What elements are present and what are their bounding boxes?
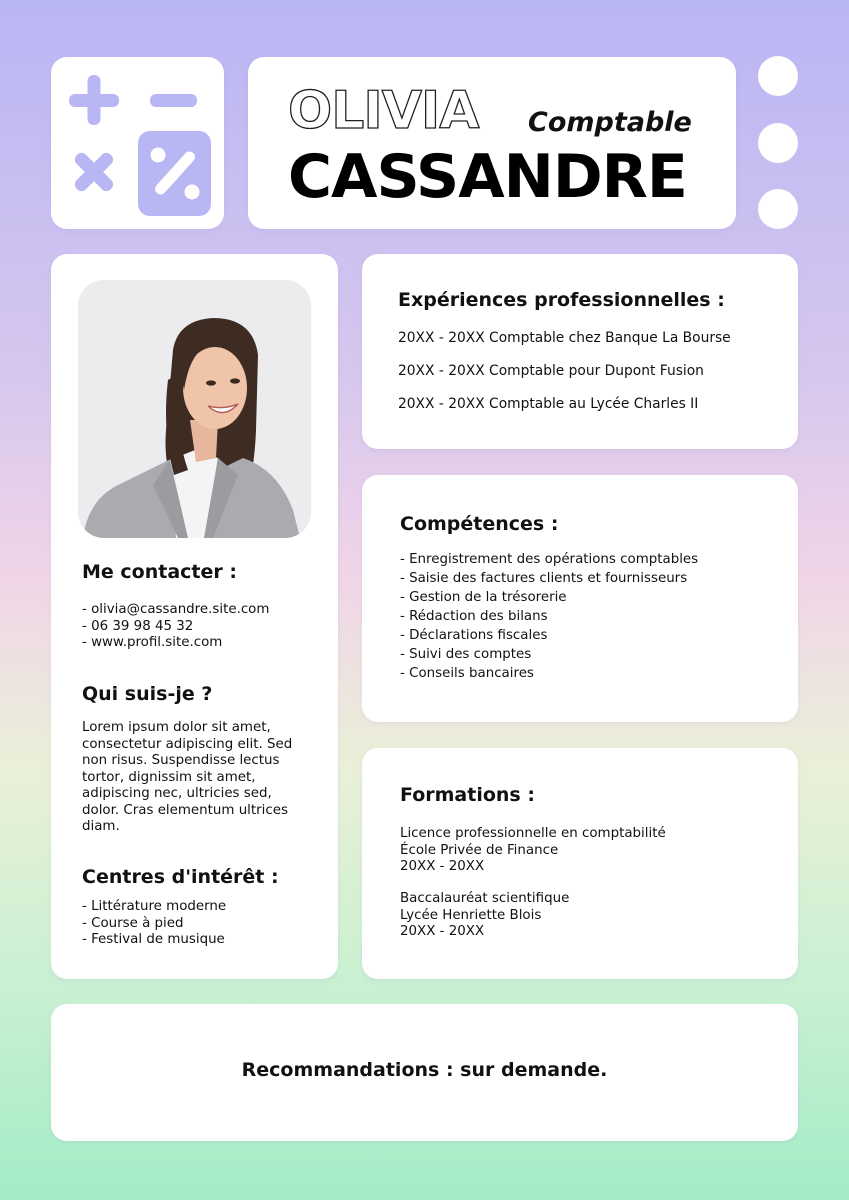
about-line: tortor, dignissim sit amet,: [82, 769, 256, 785]
education-entry: [400, 826, 666, 876]
degree-school: École Privée de Finance: [400, 842, 559, 858]
about-line: adipiscing nec, ultricies sed,: [82, 786, 272, 801]
decorative-dot: [758, 189, 798, 229]
interest-item: - Festival de musique: [82, 932, 225, 947]
decorative-dot: [758, 123, 798, 163]
contact-list: [82, 602, 269, 652]
education-entry: [400, 891, 569, 941]
experience-item: 20XX - 20XX Comptable chez Banque La Bourse: [398, 330, 731, 346]
about-line: consectetur adipiscing elit. Sed: [82, 736, 293, 752]
experience-item: 20XX - 20XX Comptable pour Dupont Fusion: [398, 363, 704, 379]
education-card: [362, 748, 798, 979]
skill-item: - Conseils bancaires: [400, 666, 534, 681]
interests-heading: Centres d'intérêt :: [82, 866, 279, 888]
about-line: Lorem ipsum dolor sit amet,: [82, 720, 271, 735]
contact-phone[interactable]: - 06 39 98 45 32: [82, 618, 194, 634]
skill-item: - Déclarations fiscales: [400, 628, 548, 643]
experience-card: [362, 254, 798, 449]
contact-website[interactable]: - www.profil.site.com: [82, 635, 223, 650]
interest-item: - Course à pied: [82, 915, 184, 931]
skills-list: [400, 550, 698, 683]
degree-title: Licence professionnelle en comptabilité: [400, 826, 666, 841]
recommendations-card: [51, 1004, 798, 1141]
about-text: [82, 720, 292, 836]
experience-heading: Expériences professionnelles :: [398, 289, 725, 311]
degree-years: 20XX - 20XX: [400, 924, 485, 939]
last-name: CASSANDRE: [288, 142, 687, 212]
degree-title: Baccalauréat scientifique: [400, 891, 570, 906]
interest-item: - Littérature moderne: [82, 899, 227, 914]
education-heading: Formations :: [400, 784, 535, 806]
interests-list: [82, 899, 226, 949]
skills-card: [362, 475, 798, 722]
calculator-icon: [51, 57, 224, 229]
decorative-dot: [758, 56, 798, 96]
about-line: diam.: [82, 819, 120, 834]
first-name: OLIVIA: [288, 81, 479, 141]
about-line: non risus. Suspendisse lectus: [82, 753, 280, 768]
calculator-tile: [51, 57, 224, 229]
profile-photo: [78, 280, 311, 538]
degree-years: 20XX - 20XX: [400, 859, 485, 874]
about-line: dolor. Cras elementum ultrices: [82, 802, 288, 818]
contact-email[interactable]: - olivia@cassandre.site.com: [82, 602, 270, 617]
job-title: Comptable: [528, 107, 692, 138]
skill-item: - Saisie des factures clients et fournisseurs: [400, 571, 688, 586]
recommendations-text: Recommandations : sur demande.: [241, 1059, 608, 1081]
profile-card: [51, 254, 338, 979]
skill-item: - Suivi des comptes: [400, 647, 532, 662]
about-heading: Qui suis-je ?: [82, 683, 213, 705]
skill-item: - Enregistrement des opérations comptables: [400, 552, 699, 567]
skill-item: - Rédaction des bilans: [400, 609, 548, 624]
skill-item: - Gestion de la trésorerie: [400, 590, 567, 605]
experience-item: 20XX - 20XX Comptable au Lycée Charles II: [398, 396, 699, 412]
name-title-card: [248, 57, 736, 229]
degree-school: Lycée Henriette Blois: [400, 907, 542, 923]
skills-heading: Compétences :: [400, 513, 559, 535]
contact-heading: Me contacter :: [82, 561, 237, 583]
